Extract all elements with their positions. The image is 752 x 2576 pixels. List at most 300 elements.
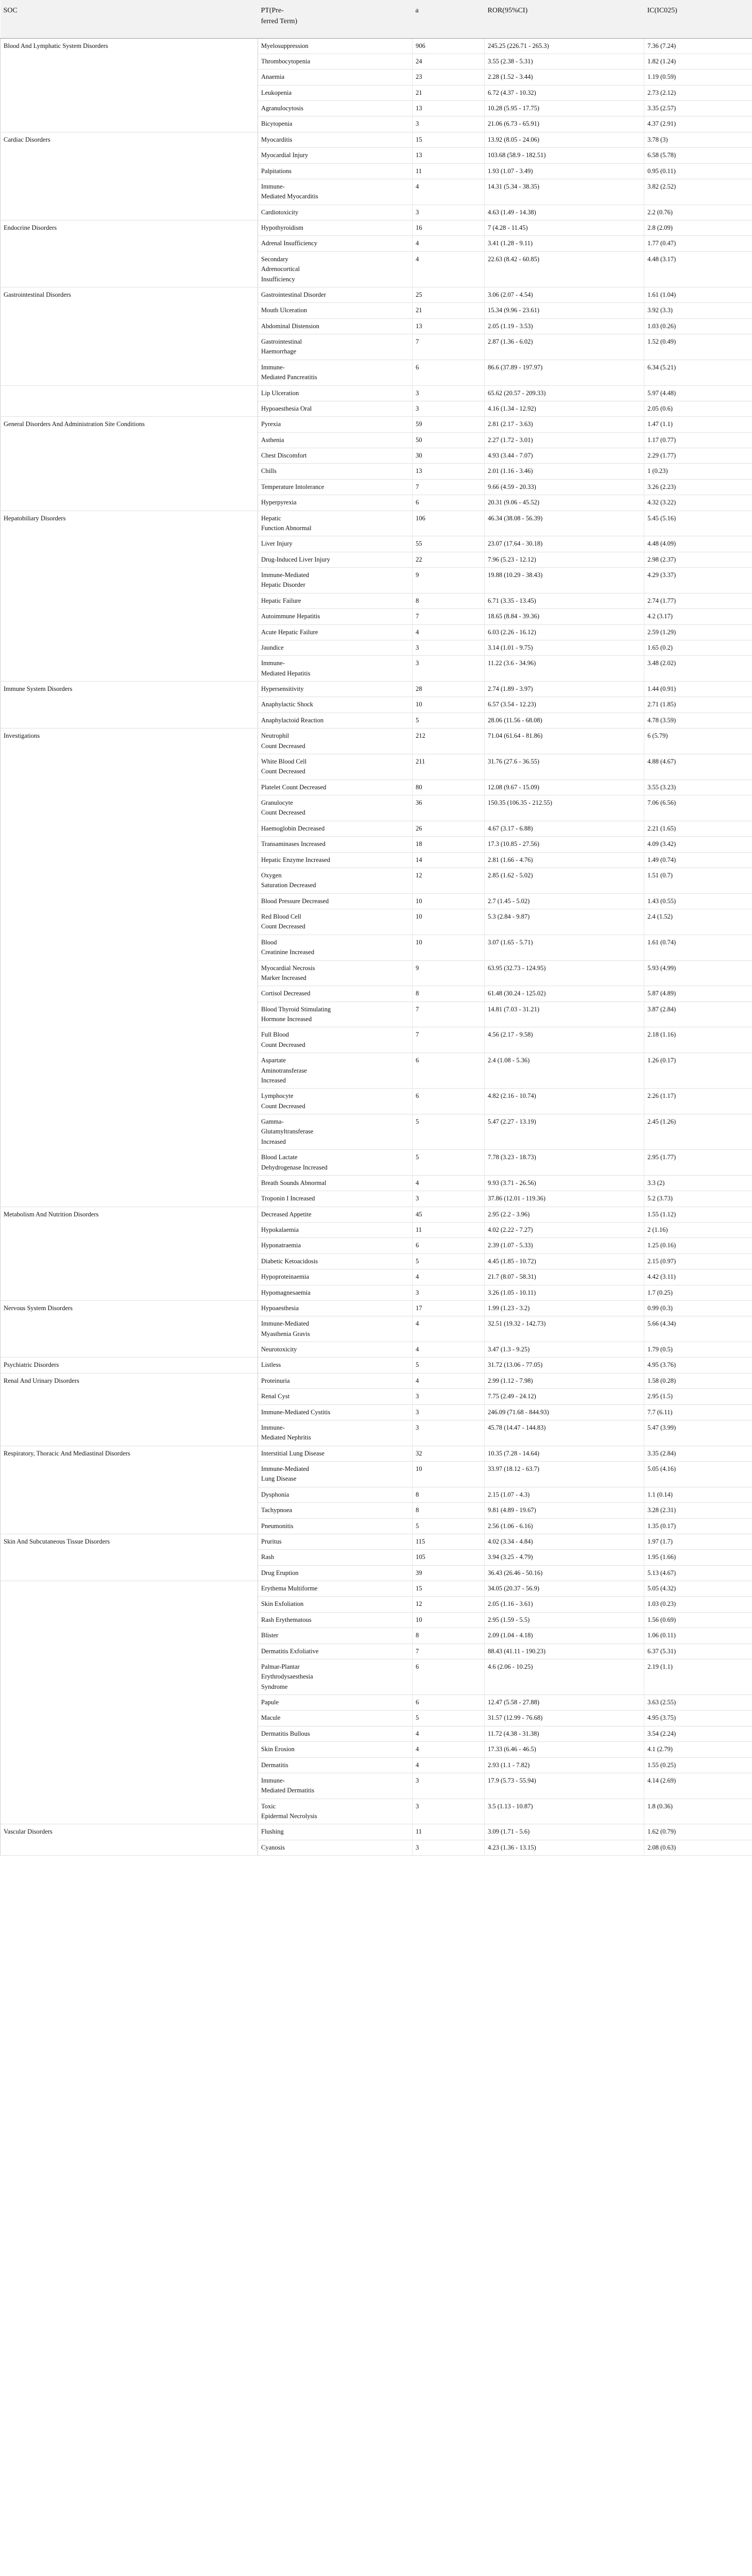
pt-cell: Skin Erosion <box>258 1742 413 1757</box>
ror-cell: 3.09 (1.71 - 5.6) <box>485 1824 644 1840</box>
ic-cell: 1.82 (1.24) <box>644 54 752 69</box>
a-cell: 25 <box>413 287 485 302</box>
ic-cell: 4.48 (3.17) <box>644 251 752 287</box>
table-row <box>1 132 752 147</box>
a-cell: 115 <box>413 1534 485 1549</box>
a-cell: 7 <box>413 609 485 624</box>
a-cell: 4 <box>413 179 485 205</box>
pt-cell: Hypoaesthesia Oral <box>258 401 413 416</box>
header-ror: ROR(95%CI) <box>485 0 644 38</box>
ror-cell: 3.07 (1.65 - 5.71) <box>485 935 644 960</box>
ic-cell: 5.13 (4.67) <box>644 1565 752 1581</box>
pt-cell: Proteinuria <box>258 1373 413 1388</box>
pt-cell: Hyponatraemia <box>258 1238 413 1253</box>
pt-cell: Haemoglobin Decreased <box>258 821 413 836</box>
soc-cell: Vascular Disorders <box>1 1824 258 1856</box>
ic-cell: 2 (1.16) <box>644 1223 752 1238</box>
pt-cell: Diabetic Ketoacidosis <box>258 1253 413 1269</box>
a-cell: 3 <box>413 116 485 132</box>
pt-cell: Blood Lactate Dehydrogenase Increased <box>258 1150 413 1176</box>
ic-cell: 1.8 (0.36) <box>644 1799 752 1824</box>
a-cell: 4 <box>413 1757 485 1773</box>
ror-cell: 31.72 (13.06 - 77.05) <box>485 1358 644 1373</box>
soc-cell <box>1 385 258 417</box>
ic-cell: 6 (5.79) <box>644 728 752 754</box>
a-cell: 4 <box>413 1373 485 1388</box>
pt-cell: Autoimmune Hepatitis <box>258 609 413 624</box>
ror-cell: 3.5 (1.13 - 10.87) <box>485 1799 644 1824</box>
a-cell: 212 <box>413 728 485 754</box>
ror-cell: 2.09 (1.04 - 4.18) <box>485 1628 644 1643</box>
ic-cell: 5.97 (4.48) <box>644 385 752 401</box>
a-cell: 55 <box>413 536 485 552</box>
ror-cell: 19.88 (10.29 - 38.43) <box>485 568 644 594</box>
pt-cell: Blister <box>258 1628 413 1643</box>
ic-cell: 1.44 (0.91) <box>644 682 752 697</box>
a-cell: 5 <box>413 1518 485 1534</box>
pt-cell: Hepatic Enzyme Increased <box>258 852 413 868</box>
a-cell: 18 <box>413 837 485 852</box>
ic-cell: 2.8 (2.09) <box>644 221 752 236</box>
a-cell: 11 <box>413 1223 485 1238</box>
ic-cell: 3.55 (3.23) <box>644 779 752 795</box>
table-row <box>1 38 752 54</box>
pt-cell: Troponin I Increased <box>258 1191 413 1207</box>
a-cell: 8 <box>413 1628 485 1643</box>
pt-cell: Temperature Intolerance <box>258 479 413 495</box>
ror-cell: 7 (4.28 - 11.45) <box>485 221 644 236</box>
soc-cell: Endocrine Disorders <box>1 221 258 287</box>
ror-cell: 11.72 (4.38 - 31.38) <box>485 1726 644 1741</box>
pt-cell: Skin Exfoliation <box>258 1597 413 1612</box>
pt-cell: Full Blood Count Decreased <box>258 1027 413 1053</box>
ror-cell: 2.39 (1.07 - 5.33) <box>485 1238 644 1253</box>
ror-cell: 7.78 (3.23 - 18.73) <box>485 1150 644 1176</box>
a-cell: 6 <box>413 495 485 511</box>
pt-cell: Decreased Appetite <box>258 1207 413 1222</box>
ic-cell: 4.29 (3.37) <box>644 568 752 594</box>
pt-cell: Abdominal Distension <box>258 318 413 334</box>
table-row <box>1 1446 752 1461</box>
pt-cell: Adrenal Insufficiency <box>258 236 413 251</box>
ror-cell: 46.34 (38.08 - 56.39) <box>485 511 644 536</box>
ic-cell: 4.95 (3.75) <box>644 1710 752 1726</box>
ror-cell: 9.93 (3.71 - 26.56) <box>485 1175 644 1191</box>
ror-cell: 15.34 (9.96 - 23.61) <box>485 303 644 318</box>
a-cell: 3 <box>413 640 485 655</box>
a-cell: 6 <box>413 360 485 385</box>
ror-cell: 150.35 (106.35 - 212.55) <box>485 795 644 821</box>
pt-cell: Lymphocyte Count Decreased <box>258 1089 413 1114</box>
a-cell: 5 <box>413 1253 485 1269</box>
ic-cell: 5.93 (4.99) <box>644 960 752 986</box>
ic-cell: 1.47 (1.1) <box>644 417 752 432</box>
pt-cell: Breath Sounds Abnormal <box>258 1175 413 1191</box>
ic-cell: 5.05 (4.32) <box>644 1581 752 1597</box>
a-cell: 14 <box>413 852 485 868</box>
pt-cell: Red Blood Cell Count Decreased <box>258 909 413 935</box>
ic-cell: 1.61 (1.04) <box>644 287 752 302</box>
ror-cell: 2.99 (1.12 - 7.98) <box>485 1373 644 1388</box>
ic-cell: 1.77 (0.47) <box>644 236 752 251</box>
ic-cell: 4.09 (3.42) <box>644 837 752 852</box>
ror-cell: 3.94 (3.25 - 4.79) <box>485 1550 644 1565</box>
table-row <box>1 1207 752 1222</box>
ror-cell: 32.51 (19.32 - 142.73) <box>485 1316 644 1342</box>
ic-cell: 6.58 (5.78) <box>644 148 752 163</box>
pt-cell: Anaphylactic Shock <box>258 697 413 713</box>
ror-cell: 245.25 (226.71 - 265.3) <box>485 38 644 54</box>
ic-cell: 2.15 (0.97) <box>644 1253 752 1269</box>
table-row <box>1 1581 752 1597</box>
a-cell: 11 <box>413 163 485 179</box>
a-cell: 30 <box>413 448 485 464</box>
ic-cell: 1.58 (0.28) <box>644 1373 752 1388</box>
a-cell: 5 <box>413 1150 485 1176</box>
ic-cell: 5.47 (3.99) <box>644 1420 752 1446</box>
ic-cell: 3.35 (2.57) <box>644 101 752 116</box>
ic-cell: 1.35 (0.17) <box>644 1518 752 1534</box>
a-cell: 211 <box>413 754 485 779</box>
table-row <box>1 385 752 401</box>
pt-cell: Immune- Mediated Dermatitis <box>258 1773 413 1799</box>
ic-cell: 5.45 (5.16) <box>644 511 752 536</box>
a-cell: 5 <box>413 1114 485 1150</box>
a-cell: 7 <box>413 1002 485 1027</box>
ic-cell: 1.52 (0.49) <box>644 334 752 360</box>
pt-cell: Immune-Mediated Myasthenia Gravis <box>258 1316 413 1342</box>
a-cell: 17 <box>413 1300 485 1316</box>
table-row <box>1 1373 752 1388</box>
ror-cell: 6.03 (2.26 - 16.12) <box>485 624 644 640</box>
ror-cell: 12.47 (5.58 - 27.88) <box>485 1695 644 1710</box>
table-body <box>1 38 752 1856</box>
a-cell: 36 <box>413 795 485 821</box>
ic-cell: 7.36 (7.24) <box>644 38 752 54</box>
header-pt: PT(Pre- ferred Term) <box>258 0 413 38</box>
ror-cell: 7.75 (2.49 - 24.12) <box>485 1389 644 1404</box>
pt-cell: Myocardial Injury <box>258 148 413 163</box>
a-cell: 3 <box>413 1389 485 1404</box>
a-cell: 50 <box>413 432 485 448</box>
ror-cell: 31.76 (27.6 - 36.55) <box>485 754 644 779</box>
pt-cell: Aspartate Aminotransferase Increased <box>258 1053 413 1089</box>
ror-cell: 1.93 (1.07 - 3.49) <box>485 163 644 179</box>
a-cell: 906 <box>413 38 485 54</box>
ror-cell: 2.85 (1.62 - 5.02) <box>485 868 644 893</box>
ic-cell: 1.62 (0.79) <box>644 1824 752 1840</box>
ic-cell: 7.7 (6.11) <box>644 1404 752 1420</box>
ror-cell: 2.81 (1.66 - 4.76) <box>485 852 644 868</box>
ror-cell: 2.05 (1.16 - 3.61) <box>485 1597 644 1612</box>
a-cell: 6 <box>413 1695 485 1710</box>
pt-cell: Hypoproteinaemia <box>258 1269 413 1285</box>
ror-cell: 71.04 (61.64 - 81.86) <box>485 728 644 754</box>
soc-cell: Respiratory, Thoracic And Mediastinal Disorders <box>1 1446 258 1534</box>
pt-cell: Hypokalaemia <box>258 1223 413 1238</box>
pt-cell: Palpitations <box>258 163 413 179</box>
ror-cell: 23.07 (17.64 - 30.18) <box>485 536 644 552</box>
a-cell: 22 <box>413 552 485 567</box>
ic-cell: 5.87 (4.89) <box>644 986 752 1002</box>
ic-cell: 3.63 (2.55) <box>644 1695 752 1710</box>
a-cell: 21 <box>413 303 485 318</box>
a-cell: 9 <box>413 568 485 594</box>
ror-cell: 3.14 (1.01 - 9.75) <box>485 640 644 655</box>
ror-cell: 2.95 (2.2 - 3.96) <box>485 1207 644 1222</box>
soc-cell: Renal And Urinary Disorders <box>1 1373 258 1446</box>
a-cell: 26 <box>413 821 485 836</box>
pt-cell: Blood Creatinine Increased <box>258 935 413 960</box>
ror-cell: 31.57 (12.99 - 76.68) <box>485 1710 644 1726</box>
ic-cell: 1.03 (0.23) <box>644 1597 752 1612</box>
ror-cell: 3.55 (2.38 - 5.31) <box>485 54 644 69</box>
ror-cell: 17.9 (5.73 - 55.94) <box>485 1773 644 1799</box>
soc-cell <box>1 1581 258 1824</box>
ic-cell: 7.06 (6.56) <box>644 795 752 821</box>
a-cell: 3 <box>413 385 485 401</box>
ic-cell: 5.66 (4.34) <box>644 1316 752 1342</box>
ror-cell: 3.41 (1.28 - 9.11) <box>485 236 644 251</box>
a-cell: 105 <box>413 1550 485 1565</box>
ror-cell: 2.01 (1.16 - 3.46) <box>485 464 644 479</box>
ic-cell: 1.65 (0.2) <box>644 640 752 655</box>
a-cell: 8 <box>413 1487 485 1502</box>
pt-cell: Cardiotoxicity <box>258 205 413 220</box>
a-cell: 3 <box>413 1799 485 1824</box>
pt-cell: Dermatitis <box>258 1757 413 1773</box>
ror-cell: 4.02 (3.34 - 4.84) <box>485 1534 644 1549</box>
pt-cell: Cortisol Decreased <box>258 986 413 1002</box>
ror-cell: 4.67 (3.17 - 6.88) <box>485 821 644 836</box>
a-cell: 8 <box>413 1503 485 1518</box>
ic-cell: 5.2 (3.73) <box>644 1191 752 1207</box>
ic-cell: 3.26 (2.23) <box>644 479 752 495</box>
ror-cell: 61.48 (30.24 - 125.02) <box>485 986 644 1002</box>
pt-cell: Transaminases Increased <box>258 837 413 852</box>
a-cell: 4 <box>413 1316 485 1342</box>
header-a: a <box>413 0 485 38</box>
pt-cell: Anaphylactoid Reaction <box>258 713 413 728</box>
ror-cell: 9.81 (4.89 - 19.67) <box>485 1503 644 1518</box>
a-cell: 10 <box>413 893 485 909</box>
ror-cell: 33.97 (18.12 - 63.7) <box>485 1462 644 1487</box>
pt-cell: Chills <box>258 464 413 479</box>
ror-cell: 2.74 (1.89 - 3.97) <box>485 682 644 697</box>
ror-cell: 17.3 (10.85 - 27.56) <box>485 837 644 852</box>
a-cell: 6 <box>413 1238 485 1253</box>
ror-cell: 86.6 (37.89 - 197.97) <box>485 360 644 385</box>
a-cell: 10 <box>413 697 485 713</box>
a-cell: 106 <box>413 511 485 536</box>
ror-cell: 37.86 (12.01 - 119.36) <box>485 1191 644 1207</box>
ror-cell: 4.82 (2.16 - 10.74) <box>485 1089 644 1114</box>
pt-cell: Agranulocytosis <box>258 101 413 116</box>
a-cell: 4 <box>413 1342 485 1358</box>
a-cell: 4 <box>413 1742 485 1757</box>
ror-cell: 9.66 (4.59 - 20.33) <box>485 479 644 495</box>
pt-cell: Hepatic Failure <box>258 593 413 608</box>
ror-cell: 103.68 (58.9 - 182.51) <box>485 148 644 163</box>
ic-cell: 2.59 (1.29) <box>644 624 752 640</box>
a-cell: 4 <box>413 1269 485 1285</box>
ror-cell: 22.63 (8.42 - 60.85) <box>485 251 644 287</box>
a-cell: 5 <box>413 1358 485 1373</box>
pt-cell: Immune- Mediated Hepatitis <box>258 656 413 682</box>
pt-cell: Gamma- Glutamyltransferase Increased <box>258 1114 413 1150</box>
pt-cell: Immune-Mediated Cystitis <box>258 1404 413 1420</box>
table-row <box>1 1534 752 1549</box>
a-cell: 12 <box>413 1597 485 1612</box>
ror-cell: 88.43 (41.11 - 190.23) <box>485 1643 644 1659</box>
ror-cell: 4.02 (2.22 - 7.27) <box>485 1223 644 1238</box>
pt-cell: Rash <box>258 1550 413 1565</box>
a-cell: 80 <box>413 779 485 795</box>
ic-cell: 2.08 (0.63) <box>644 1840 752 1855</box>
ror-cell: 4.23 (1.36 - 13.15) <box>485 1840 644 1855</box>
pt-cell: Asthenia <box>258 432 413 448</box>
ror-cell: 2.4 (1.08 - 5.36) <box>485 1053 644 1089</box>
table-row <box>1 511 752 536</box>
pt-cell: Immune-Mediated Lung Disease <box>258 1462 413 1487</box>
ror-cell: 4.56 (2.17 - 9.58) <box>485 1027 644 1053</box>
pt-cell: Lip Ulceration <box>258 385 413 401</box>
ic-cell: 2.71 (1.85) <box>644 697 752 713</box>
ic-cell: 1.79 (0.5) <box>644 1342 752 1358</box>
soc-cell: Immune System Disorders <box>1 682 258 728</box>
a-cell: 13 <box>413 318 485 334</box>
table-row <box>1 1300 752 1316</box>
ic-cell: 3.35 (2.84) <box>644 1446 752 1461</box>
pt-cell: Dysphonia <box>258 1487 413 1502</box>
pt-cell: Flushing <box>258 1824 413 1840</box>
a-cell: 8 <box>413 986 485 1002</box>
a-cell: 23 <box>413 70 485 85</box>
ic-cell: 4.32 (3.22) <box>644 495 752 511</box>
ic-cell: 2.2 (0.76) <box>644 205 752 220</box>
ic-cell: 2.18 (1.16) <box>644 1027 752 1053</box>
pt-cell: Papule <box>258 1695 413 1710</box>
ic-cell: 4.78 (3.59) <box>644 713 752 728</box>
ror-cell: 18.65 (8.84 - 39.36) <box>485 609 644 624</box>
pt-cell: Jaundice <box>258 640 413 655</box>
a-cell: 5 <box>413 713 485 728</box>
pt-cell: Dermatitis Bullous <box>258 1726 413 1741</box>
ror-cell: 21.06 (6.73 - 65.91) <box>485 116 644 132</box>
ror-cell: 246.09 (71.68 - 844.93) <box>485 1404 644 1420</box>
header-ic: IC(IC025) <box>644 0 752 38</box>
pt-cell: Secondary Adrenocortical Insufficiency <box>258 251 413 287</box>
table-row <box>1 1824 752 1840</box>
ror-cell: 3.06 (2.07 - 4.54) <box>485 287 644 302</box>
soc-cell: Nervous System Disorders <box>1 1300 258 1358</box>
ror-cell: 2.27 (1.72 - 3.01) <box>485 432 644 448</box>
pt-cell: Thrombocytopenia <box>258 54 413 69</box>
ror-cell: 4.63 (1.49 - 14.38) <box>485 205 644 220</box>
a-cell: 3 <box>413 401 485 416</box>
ic-cell: 1.43 (0.55) <box>644 893 752 909</box>
a-cell: 3 <box>413 1285 485 1300</box>
ror-cell: 1.99 (1.23 - 3.2) <box>485 1300 644 1316</box>
a-cell: 3 <box>413 1840 485 1855</box>
ic-cell: 3.82 (2.52) <box>644 179 752 205</box>
ic-cell: 1.55 (1.12) <box>644 1207 752 1222</box>
pt-cell: Chest Discomfort <box>258 448 413 464</box>
ic-cell: 2.95 (1.5) <box>644 1389 752 1404</box>
pt-cell: Hypoaesthesia <box>258 1300 413 1316</box>
a-cell: 13 <box>413 148 485 163</box>
ic-cell: 1.25 (0.16) <box>644 1238 752 1253</box>
ror-cell: 2.15 (1.07 - 4.3) <box>485 1487 644 1502</box>
pt-cell: Interstitial Lung Disease <box>258 1446 413 1461</box>
ic-cell: 1.17 (0.77) <box>644 432 752 448</box>
ror-cell: 7.96 (5.23 - 12.12) <box>485 552 644 567</box>
ror-cell: 2.93 (1.1 - 7.82) <box>485 1757 644 1773</box>
soc-cell: Metabolism And Nutrition Disorders <box>1 1207 258 1300</box>
pt-cell: Gastrointestinal Haemorrhage <box>258 334 413 360</box>
ror-cell: 4.16 (1.34 - 12.92) <box>485 401 644 416</box>
ic-cell: 4.88 (4.67) <box>644 754 752 779</box>
pt-cell: White Blood Cell Count Decreased <box>258 754 413 779</box>
soc-cell: Gastrointestinal Disorders <box>1 287 258 385</box>
ror-cell: 3.47 (1.3 - 9.25) <box>485 1342 644 1358</box>
ic-cell: 1.51 (0.7) <box>644 868 752 893</box>
pt-cell: Myelosuppression <box>258 38 413 54</box>
ic-cell: 1.19 (0.59) <box>644 70 752 85</box>
a-cell: 4 <box>413 1726 485 1741</box>
a-cell: 45 <box>413 1207 485 1222</box>
ic-cell: 4.2 (3.17) <box>644 609 752 624</box>
pt-cell: Hypothyroidism <box>258 221 413 236</box>
a-cell: 4 <box>413 236 485 251</box>
ic-cell: 2.95 (1.77) <box>644 1150 752 1176</box>
ic-cell: 2.74 (1.77) <box>644 593 752 608</box>
pt-cell: Bicytopenia <box>258 116 413 132</box>
table-row <box>1 728 752 754</box>
ic-cell: 6.37 (5.31) <box>644 1643 752 1659</box>
pt-cell: Drug-Induced Liver Injury <box>258 552 413 567</box>
ic-cell: 4.48 (4.09) <box>644 536 752 552</box>
soc-cell: General Disorders And Administration Site Conditions <box>1 417 258 511</box>
a-cell: 4 <box>413 1175 485 1191</box>
pt-cell: Palmar-Plantar Erythrodysaesthesia Syndrome <box>258 1659 413 1694</box>
table-row <box>1 221 752 236</box>
ror-cell: 5.3 (2.84 - 9.87) <box>485 909 644 935</box>
ror-cell: 2.56 (1.06 - 6.16) <box>485 1518 644 1534</box>
ror-cell: 6.72 (4.37 - 10.32) <box>485 85 644 100</box>
pt-cell: Liver Injury <box>258 536 413 552</box>
a-cell: 4 <box>413 624 485 640</box>
ic-cell: 3.87 (2.84) <box>644 1002 752 1027</box>
soc-cell: Investigations <box>1 728 258 1207</box>
ror-cell: 28.06 (11.56 - 68.08) <box>485 713 644 728</box>
a-cell: 6 <box>413 1053 485 1089</box>
pt-cell: Blood Pressure Decreased <box>258 893 413 909</box>
pt-cell: Immune- Mediated Myocarditis <box>258 179 413 205</box>
ror-cell: 6.71 (3.35 - 13.45) <box>485 593 644 608</box>
ror-cell: 63.95 (32.73 - 124.95) <box>485 960 644 986</box>
pt-cell: Rash Erythematous <box>258 1612 413 1628</box>
ror-cell: 2.05 (1.19 - 3.53) <box>485 318 644 334</box>
ic-cell: 1.55 (0.25) <box>644 1757 752 1773</box>
a-cell: 10 <box>413 1612 485 1628</box>
pt-cell: Oxygen Saturation Decreased <box>258 868 413 893</box>
soc-cell: Skin And Subcutaneous Tissue Disorders <box>1 1534 258 1581</box>
ic-cell: 1.03 (0.26) <box>644 318 752 334</box>
pt-cell: Platelet Count Decreased <box>258 779 413 795</box>
ic-cell: 5.05 (4.16) <box>644 1462 752 1487</box>
ror-cell: 6.57 (3.54 - 12.23) <box>485 697 644 713</box>
